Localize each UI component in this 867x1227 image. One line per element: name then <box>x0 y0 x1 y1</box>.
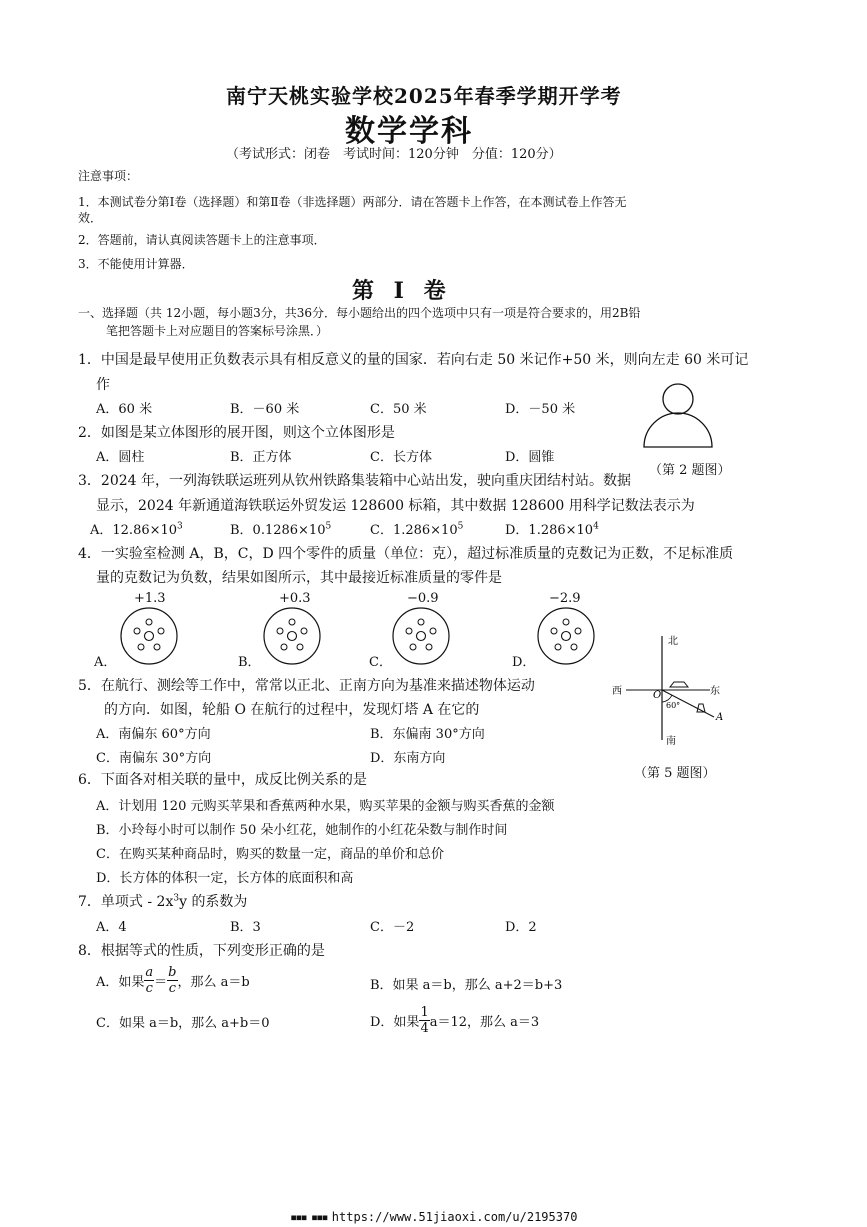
q7-stem-post: y 的系数为 <box>179 894 248 910</box>
q6-option-d: D．长方体的体积一定，长方体的底面积和高 <box>96 871 354 886</box>
q4-part-c-label: C． <box>369 655 392 670</box>
exam-school-title: 南宁天桃实验学校2025年春季学期开学考 <box>226 84 622 108</box>
q3-option-b <box>230 519 331 538</box>
q4-part-d-value: −2.9 <box>549 591 581 606</box>
q1-stem-line1: 1．中国是最早使用正负数表示具有相反意义的量的国家．若向右走 50 米记作+50 米，则向左走 60 米可记 <box>78 352 749 368</box>
q7-option-a: A．4 <box>96 920 127 935</box>
q5-label-angle: 60° <box>666 701 681 710</box>
q5-figure-caption: （第 5 题图） <box>634 766 716 781</box>
q7-stem-pre: 7．单项式 - 2x <box>78 894 174 910</box>
q8-option-a-frac1 <box>144 965 154 996</box>
q7-stem-exp: 3 <box>173 893 180 904</box>
q1-option-b: B．－60 米 <box>230 402 300 417</box>
q8-option-b: B．如果 a＝b，那么 a+2＝b+3 <box>370 978 563 993</box>
q7-option-d: D．2 <box>505 920 537 935</box>
q5-stem-line1: 5．在航行、测绘等工作中，常常以正北、正南方向为基准来描述物体运动 <box>78 678 535 694</box>
q8-option-a-num1: a <box>145 964 154 980</box>
notice-item-1-cont: 效． <box>78 211 103 225</box>
q8-option-a-frac2 <box>167 965 177 996</box>
watermark-logo-icon: ▪▪▪ ▪▪▪ <box>290 1210 332 1224</box>
section-intro-line2: 笔把答题卡上对应题目的答案标号涂黑．） <box>106 324 329 338</box>
q8-option-a-pre: A．如果 <box>96 974 145 990</box>
q8-stem: 8．根据等式的性质，下列变形正确的是 <box>78 943 325 959</box>
notice-item-1: 1．本测试卷分第Ⅰ卷（选择题）和第Ⅱ卷（非选择题）两部分．请在答题卡上作答，在本测试卷上作答无 <box>78 195 627 209</box>
q4-part-b-label: B． <box>238 655 261 670</box>
q4-part-c-value: −0.9 <box>407 591 439 606</box>
q4-part-a-label: A． <box>94 655 117 670</box>
q7-option-b: B．3 <box>230 920 261 935</box>
q3-option-a-exp: 3 <box>177 521 183 532</box>
exam-info: （考试形式：闭卷 考试时间：120分钟 分值：120分） <box>226 147 562 162</box>
q5-option-b: B．东偏南 30°方向 <box>370 727 485 742</box>
notice-title: 注意事项： <box>78 169 139 183</box>
q2-net-figure <box>640 383 716 453</box>
q5-option-d: D．东南方向 <box>370 751 446 766</box>
q8-option-a <box>96 962 250 998</box>
q5-ship-icon <box>670 682 688 687</box>
q2-option-a: A．圆柱 <box>96 450 145 465</box>
q5-compass-figure <box>606 632 726 747</box>
q5-option-c: C．南偏东 30°方向 <box>96 751 212 766</box>
q8-option-c: C．如果 a＝b，那么 a+b＝0 <box>96 1016 270 1031</box>
q4-stem-line2: 量的克数记为负数，结果如图所示，其中最接近标准质量的零件是 <box>96 570 502 586</box>
q1-option-c: C．50 米 <box>370 402 427 417</box>
q7-stem <box>78 891 247 911</box>
q8-option-a-eq: ＝ <box>154 974 168 990</box>
q3-option-c <box>370 519 463 538</box>
q2-figure-caption: （第 2 题图） <box>649 463 731 478</box>
q3-stem-line1: 3．2024 年，一列海铁联运班列从钦州铁路集装箱中心站出发，驶向重庆团结村站。数据 <box>78 473 631 489</box>
q5-label-south: 南 <box>666 736 676 747</box>
q3-option-d-base: D．1.286×10 <box>505 523 594 538</box>
q8-option-d <box>370 1002 539 1038</box>
q8-option-a-den2: c <box>168 980 176 996</box>
section-title: 第 Ⅰ 卷 <box>352 278 452 304</box>
q8-option-a-post: ，那么 a＝b <box>177 974 250 990</box>
q2-option-b: B．正方体 <box>230 450 292 465</box>
watermark-url: https://www.51jiaoxi.com/u/2195370 <box>331 1210 578 1224</box>
footer-watermark <box>290 1210 577 1224</box>
q8-option-d-den: 4 <box>420 1020 429 1036</box>
q8-option-a-num2: b <box>168 964 177 980</box>
q3-option-c-exp: 5 <box>457 521 464 532</box>
q3-option-a-base: A．12.86×10 <box>90 523 178 538</box>
q1-option-a: A．60 米 <box>96 402 153 417</box>
q8-option-d-post: a＝12，那么 a＝3 <box>429 1014 540 1030</box>
q7-option-c: C．－2 <box>370 920 415 935</box>
q4-part-c-disc <box>392 607 450 665</box>
q5-stem-line2: 的方向．如图，轮船 O 在航行的过程中，发现灯塔 A 在它的 <box>104 702 480 718</box>
q6-option-a: A．计划用 120 元购买苹果和香蕉两种水果，购买苹果的金额与购买香蕉的金额 <box>96 799 555 814</box>
q8-option-a-den1: c <box>145 980 153 996</box>
q3-stem-line2: 显示，2024 年新通道海铁联运外贸发运 128600 标箱，其中数据 128600 用科学记数法表示为 <box>96 498 695 514</box>
q2-sector-lateral <box>644 413 712 447</box>
q3-option-d <box>505 519 599 538</box>
q2-stem: 2．如图是某立体图形的展开图，则这个立体图形是 <box>78 425 395 441</box>
q8-option-d-pre: D．如果 <box>370 1014 420 1030</box>
q3-option-a <box>90 519 183 538</box>
q3-option-b-base: B．0.1286×10 <box>230 523 326 538</box>
q5-label-east: 东 <box>710 686 720 697</box>
q4-part-d-label: D． <box>512 655 536 670</box>
q8-option-d-num: 1 <box>420 1004 429 1020</box>
q4-part-a-disc <box>120 607 178 665</box>
q3-option-c-base: C．1.286×10 <box>370 523 458 538</box>
q2-option-c: C．长方体 <box>370 450 432 465</box>
q4-part-b-value: +0.3 <box>279 591 311 606</box>
notice-item-3: 3．不能使用计算器． <box>78 257 194 271</box>
q6-stem: 6．下面各对相关联的量中，成反比例关系的是 <box>78 772 367 788</box>
notice-item-2: 2．答题前，请认真阅读答题卡上的注意事项． <box>78 233 326 247</box>
q6-option-c: C．在购买某种商品时，购买的数量一定，商品的单价和总价 <box>96 847 444 862</box>
q5-label-west: 西 <box>612 686 622 697</box>
q4-part-d-disc <box>537 607 595 665</box>
q5-option-a: A．南偏东 60°方向 <box>96 727 211 742</box>
q1-option-d: D．－50 米 <box>505 402 576 417</box>
q5-label-point-a: A <box>716 712 724 723</box>
section-intro-line1: 一、选择题（共 12小题，每小题3分，共36分．每小题给出的四个选项中只有一项是符合要求的，用2B铅 <box>78 306 641 320</box>
q4-part-a-value: +1.3 <box>134 591 166 606</box>
q3-option-b-exp: 5 <box>325 521 332 532</box>
q1-stem-line2: 作 <box>96 377 110 393</box>
subject-title: 数学学科 <box>345 114 473 149</box>
q5-label-north: 北 <box>668 636 678 647</box>
q4-part-b-disc <box>263 607 321 665</box>
q3-option-d-exp: 4 <box>593 521 599 532</box>
q5-label-origin: O <box>653 690 662 701</box>
q6-option-b: B．小玲每小时可以制作 50 朵小红花，她制作的小红花朵数与制作时间 <box>96 823 508 838</box>
q4-stem-line1: 4．一实验室检测 A，B，C，D 四个零件的质量（单位：克），超过标准质量的克数记为正数，不足标准质 <box>78 546 734 562</box>
q2-option-d: D．圆锥 <box>505 450 555 465</box>
q2-circle-base <box>663 384 693 414</box>
q8-option-d-frac <box>419 1005 429 1036</box>
